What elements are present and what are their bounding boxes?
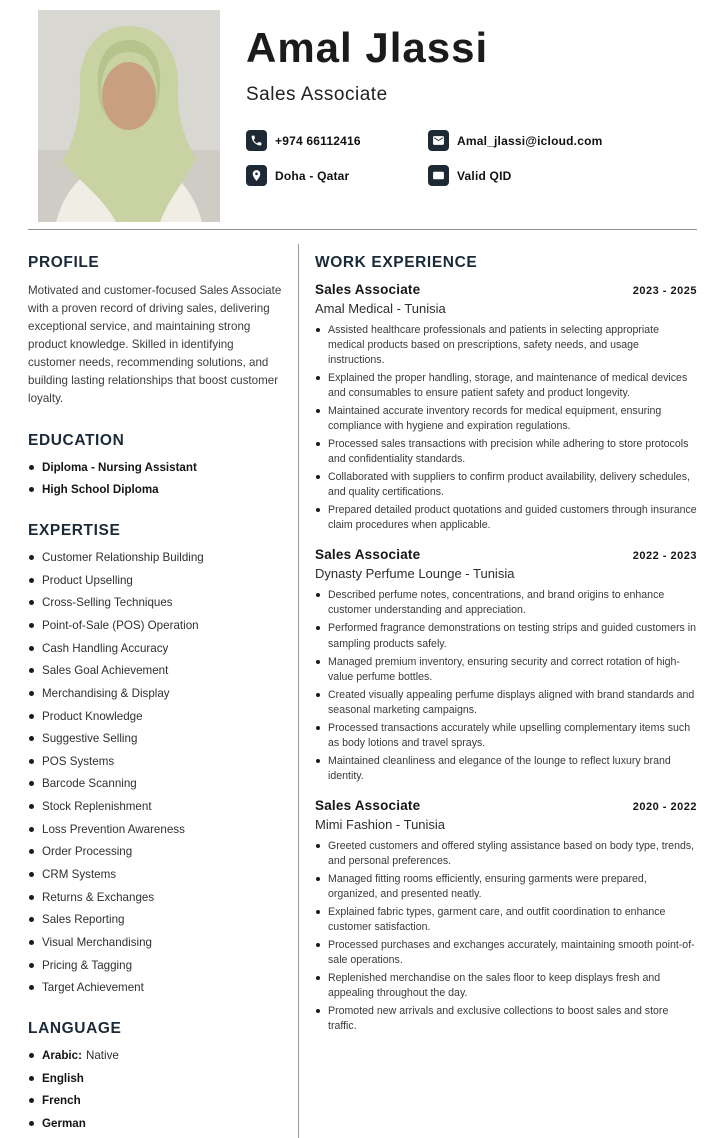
- job-header: [315, 798, 697, 813]
- language-item: [28, 1116, 282, 1132]
- job-bullet: Greeted customers and offered styling assistance based on body type, trends, and personal preferences.: [315, 839, 697, 869]
- email-icon: [428, 130, 449, 151]
- expertise-item: Product Upselling: [28, 573, 282, 589]
- expertise-item: Visual Merchandising: [28, 935, 282, 951]
- contact-location-text: Doha - Qatar: [275, 168, 350, 183]
- phone-icon: [246, 130, 267, 151]
- contact-qid-text: Valid QID: [457, 168, 512, 183]
- education-heading: EDUCATION: [28, 431, 125, 449]
- contact-email-text: Amal_jlassi@icloud.com: [457, 133, 603, 148]
- education-item: High School Diploma: [28, 482, 282, 498]
- job-dates: 2022 - 2023: [632, 550, 697, 563]
- expertise-item: Merchandising & Display: [28, 686, 282, 702]
- job-bullet-list: [315, 588, 697, 783]
- contact-location: [246, 165, 428, 186]
- job-dates: 2020 - 2022: [632, 800, 697, 813]
- expertise-item: Cross-Selling Techniques: [28, 595, 282, 611]
- job-company: Amal Medical - Tunisia: [315, 301, 446, 316]
- job-bullet: Maintained accurate inventory records for medical equipment, ensuring compliance with hygiene and expiration regulations.: [315, 404, 697, 434]
- expertise-item: CRM Systems: [28, 867, 282, 883]
- job-bullet: Managed fitting rooms efficiently, ensuring garments were prepared, organized, and presented neatly.: [315, 872, 697, 902]
- job-bullet: Prepared detailed product quotations and guided customers through insurance claim procedures when applicable.: [315, 503, 697, 533]
- job-header: [315, 282, 697, 297]
- expertise-item: Sales Reporting: [28, 912, 282, 928]
- left-column: [28, 230, 298, 1138]
- language-item: [28, 1093, 282, 1109]
- contact-info: [246, 130, 697, 186]
- contact-phone-text: +974 66112416: [275, 133, 361, 148]
- expertise-item: Pricing & Tagging: [28, 958, 282, 974]
- language-name: French: [42, 1094, 81, 1108]
- candidate-name: Amal Jlassi: [246, 24, 489, 71]
- candidate-title: Sales Associate: [246, 84, 388, 106]
- right-column: [299, 230, 697, 1138]
- language-item: [28, 1048, 282, 1064]
- expertise-item: Cash Handling Accuracy: [28, 641, 282, 657]
- header-text-block: [246, 26, 697, 186]
- job-bullet: Collaborated with suppliers to confirm product availability, delivery schedules, and quality certifications.: [315, 470, 697, 500]
- expertise-item: Sales Goal Achievement: [28, 663, 282, 679]
- job-dates: 2023 - 2025: [632, 285, 697, 297]
- job-company: Mimi Fashion - Tunisia: [315, 816, 446, 832]
- profile-heading: PROFILE: [28, 254, 100, 271]
- job-entry: [315, 798, 697, 1034]
- expertise-item: Point-of-Sale (POS) Operation: [28, 618, 282, 634]
- id-card-icon: [428, 165, 449, 186]
- job-title: Sales Associate: [315, 547, 421, 563]
- expertise-item: Order Processing: [28, 844, 282, 860]
- job-bullet: Maintained cleanliness and elegance of the lounge to reflect luxury brand identity.: [315, 754, 697, 784]
- resume-body: [28, 230, 697, 1138]
- contact-phone: [246, 130, 428, 151]
- language-level: Native: [85, 1048, 119, 1062]
- job-bullet-list: [315, 839, 697, 1034]
- job-title: Sales Associate: [315, 282, 421, 297]
- contact-email: [428, 130, 697, 151]
- profile-photo: [38, 10, 220, 222]
- education-item: Diploma - Nursing Assistant: [28, 460, 282, 476]
- job-entry: [315, 282, 697, 533]
- job-bullet: Explained fabric types, garment care, and outfit coordination to enhance customer satisfaction.: [315, 905, 697, 935]
- job-entry: [315, 547, 697, 783]
- expertise-item: Customer Relationship Building: [28, 550, 282, 566]
- expertise-item: Returns & Exchanges: [28, 890, 282, 906]
- expertise-list: [28, 550, 282, 996]
- contact-qid: [428, 165, 697, 186]
- job-bullet: Processed transactions accurately while upselling complementary items such as body lotions and travel sprays.: [315, 721, 697, 751]
- language-item: [28, 1071, 282, 1087]
- job-company: Dynasty Perfume Lounge - Tunisia: [315, 566, 515, 582]
- expertise-item: Suggestive Selling: [28, 731, 282, 747]
- language-list: [28, 1048, 282, 1132]
- expertise-item: Target Achievement: [28, 980, 282, 996]
- language-name: Arabic:: [42, 1048, 82, 1062]
- job-bullet: Managed premium inventory, ensuring security and correct rotation of high-value perfume bottles.: [315, 655, 697, 685]
- profile-summary: Motivated and customer-focused Sales Associate with a proven record of driving sales, delivering exceptional service, and maintaining strong product knowledge. Skilled in identifying customer needs, recommending solutions, and building lasting relationships that boost customer loyalty.: [28, 284, 282, 405]
- job-bullet: Processed sales transactions with precision while adhering to store protocols and confidentiality standards.: [315, 437, 697, 467]
- job-bullet: Promoted new arrivals and exclusive collections to boost sales and store traffic.: [315, 1004, 697, 1034]
- expertise-item: Barcode Scanning: [28, 776, 282, 792]
- expertise-heading: EXPERTISE: [28, 522, 121, 540]
- expertise-item: Product Knowledge: [28, 709, 282, 725]
- work-experience-heading: WORK EXPERIENCE: [315, 254, 478, 271]
- location-icon: [246, 165, 267, 186]
- expertise-item: POS Systems: [28, 754, 282, 770]
- language-name: English: [42, 1071, 84, 1085]
- job-bullet: Replenished merchandise on the sales floor to keep displays fresh and appealing throughout the day.: [315, 971, 697, 1001]
- language-name: German: [42, 1116, 86, 1130]
- profile-photo-illustration: [38, 10, 220, 222]
- resume-header: [28, 8, 697, 230]
- job-bullet-list: [315, 323, 697, 533]
- job-header: [315, 547, 697, 562]
- job-bullet: Explained the proper handling, storage, and maintenance of medical devices and consumables to ensure patient safety and product longevity.: [315, 371, 697, 401]
- education-list: [28, 460, 282, 498]
- job-title: Sales Associate: [315, 797, 421, 813]
- job-bullet: Created visually appealing perfume displays aligned with brand standards and seasonal marketing campaigns.: [315, 688, 697, 718]
- language-heading: LANGUAGE: [28, 1019, 122, 1037]
- job-bullet: Assisted healthcare professionals and patients in selecting appropriate medical products based on prescriptions, safety needs, and usage instructions.: [315, 323, 697, 368]
- job-bullet: Described perfume notes, concentrations, and brand origins to enhance customer understanding and appreciation.: [315, 588, 697, 618]
- expertise-item: Loss Prevention Awareness: [28, 822, 282, 838]
- job-bullet: Processed purchases and exchanges accurately, maintaining smooth point-of-sale operations.: [315, 938, 697, 968]
- expertise-item: Stock Replenishment: [28, 799, 282, 815]
- job-bullet: Performed fragrance demonstrations on testing strips and guided customers in sampling products safely.: [315, 621, 697, 651]
